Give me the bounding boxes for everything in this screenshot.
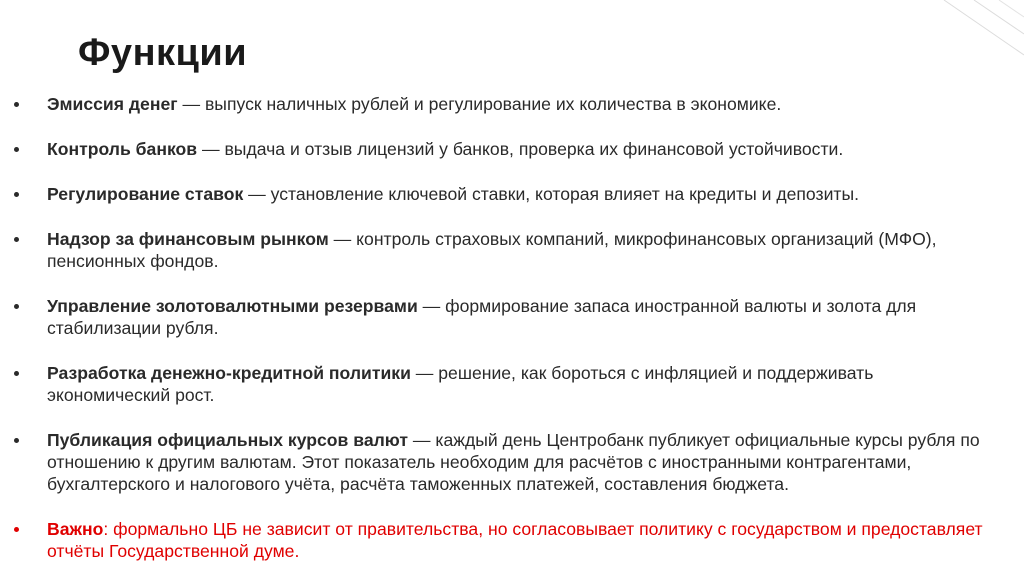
- list-item: [0, 362, 1024, 406]
- item-description: — выпуск наличных рублей и регулирование их количества в экономике.: [177, 94, 782, 114]
- item-description: — контроль страховых компаний, микрофинансовых организаций (МФО), пенсионных фондов.: [47, 229, 937, 271]
- bullet-icon: [14, 304, 19, 309]
- item-description: — установление ключевой ставки, которая влияет на кредиты и депозиты.: [243, 184, 860, 204]
- list-item: [0, 429, 1024, 495]
- item-term: Разработка денежно-кредитной политики: [47, 363, 411, 383]
- list-item: [0, 295, 1024, 339]
- important-description: : формально ЦБ не зависит от правительства, но согласовывает политику с государством и предоставляет отчёты Государственной думе.: [47, 519, 983, 561]
- item-description: — формирование запаса иностранной валюты и золота для стабилизации рубля.: [47, 296, 917, 338]
- item-term: Публикация официальных курсов валют: [47, 430, 409, 450]
- list-item: [0, 183, 1024, 205]
- list-item: [0, 228, 1024, 272]
- item-term: Эмиссия денег: [47, 94, 178, 114]
- list-item: [0, 138, 1024, 160]
- item-term: Надзор за финансовым рынком: [47, 229, 329, 249]
- list-item: [0, 93, 1024, 115]
- bullet-icon: [14, 102, 19, 107]
- item-description: — решение, как бороться с инфляцией и поддерживать экономический рост.: [47, 363, 874, 405]
- bullet-icon: [14, 147, 19, 152]
- item-term: Контроль банков: [47, 139, 198, 159]
- functions-list: [0, 93, 1024, 574]
- important-term: Важно: [47, 519, 104, 539]
- decorative-corner-lines: [824, 0, 1024, 70]
- item-term: Регулирование ставок: [47, 184, 244, 204]
- item-term: Управление золотовалютными резервами: [47, 296, 418, 316]
- item-description: — каждый день Центробанк публикует официальные курсы рубля по отношению к другим валютам. Этот показатель необходим для расчётов с иностранными контрагентами, бухгалтерского и налогового учёта, расчёта таможенных платежей, составления бюджета.: [47, 430, 980, 494]
- important-note: [0, 518, 1024, 562]
- bullet-icon: [14, 371, 19, 376]
- bullet-icon: [14, 438, 19, 443]
- bullet-icon: [14, 237, 19, 242]
- item-description: — выдача и отзыв лицензий у банков, проверка их финансовой устойчивости.: [197, 139, 844, 159]
- bullet-icon: [14, 192, 19, 197]
- bullet-icon: [14, 527, 19, 532]
- slide-title: Функции: [78, 32, 248, 74]
